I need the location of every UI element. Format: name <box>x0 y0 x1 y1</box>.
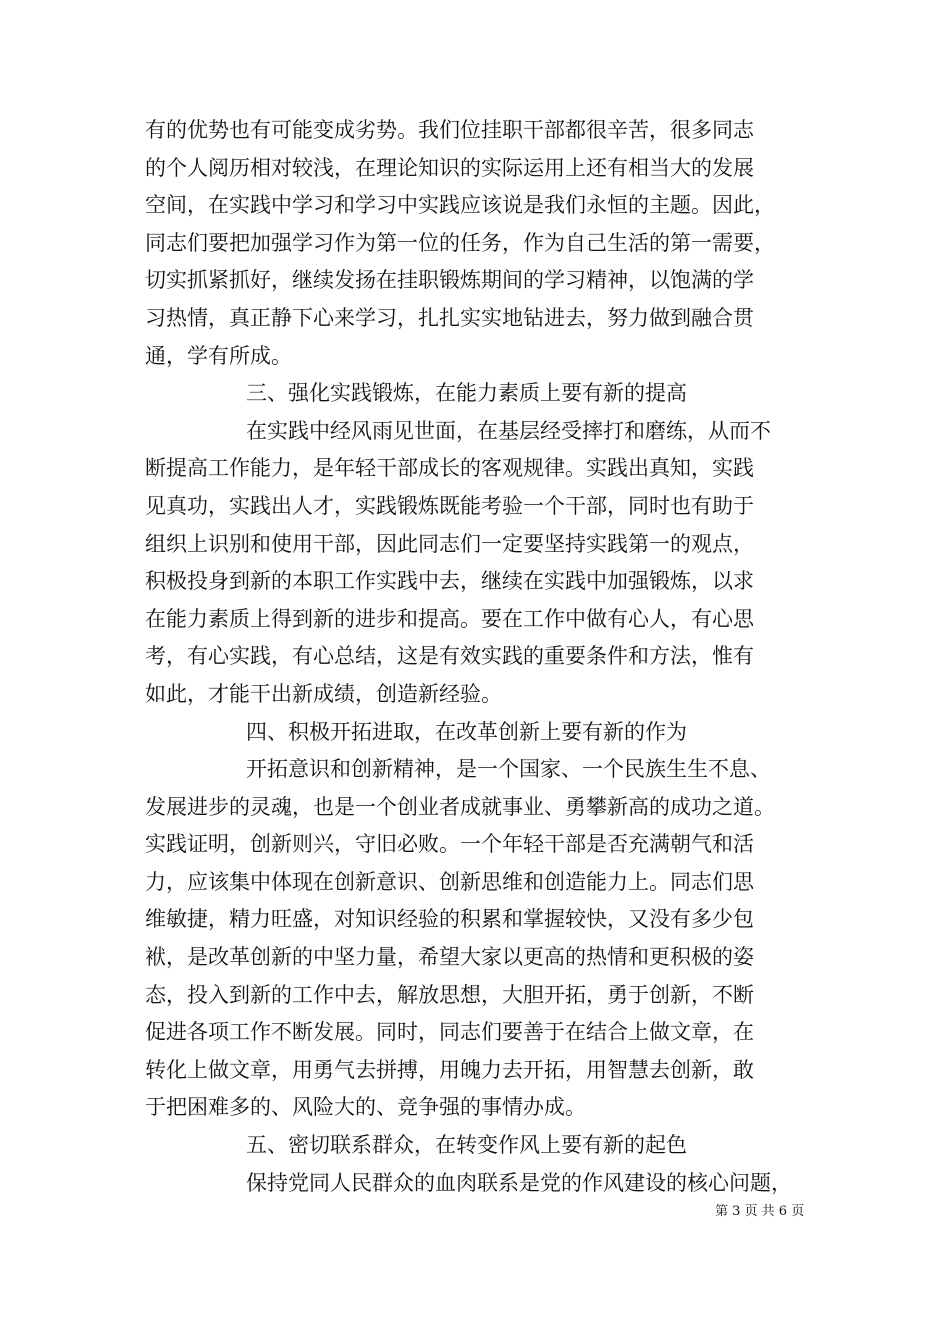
paragraph-first-line: 保持党同人民群众的血肉联系是党的作风建设的核心问题， <box>246 1170 792 1195</box>
text-line: 态，投入到新的工作中去，解放思想，大胆开拓，勇于创新，不断 <box>145 982 754 1007</box>
text-line: 于把困难多的、风险大的、竞争强的事情办成。 <box>145 1095 586 1120</box>
text-line: 切实抓紧抓好，继续发扬在挂职锻炼期间的学习精神，以饱满的学 <box>145 268 754 293</box>
text-line: 发展进步的灵魂，也是一个创业者成就事业、勇攀新高的成功之道。 <box>145 794 775 819</box>
paragraph-first-line: 在实践中经风雨见世面，在基层经受摔打和磨练，从而不 <box>246 418 771 443</box>
text-line: 促进各项工作不断发展。同时，同志们要善于在结合上做文章，在 <box>145 1020 754 1045</box>
text-line: 有的优势也有可能变成劣势。我们位挂职干部都很辛苦，很多同志 <box>145 118 754 142</box>
text-line: 组织上识别和使用干部，因此同志们一定要坚持实践第一的观点， <box>145 531 754 556</box>
text-line: 通，学有所成。 <box>145 343 292 368</box>
text-line: 习热情，真正静下心来学习，扎扎实实地钻进去，努力做到融合贯 <box>145 305 754 330</box>
text-line: 考，有心实践，有心总结，这是有效实践的重要条件和方法，惟有 <box>145 644 754 669</box>
page-number: 第 3 页 共 6 页 <box>715 1204 805 1219</box>
text-line: 力，应该集中体现在创新意识、创新思维和创造能力上。同志们思 <box>145 869 754 894</box>
text-line: 实践证明，创新则兴，守旧必败。一个年轻干部是否充满朝气和活 <box>145 832 754 857</box>
text-line: 见真功，实践出人才，实践锻炼既能考验一个干部，同时也有助于 <box>145 493 754 518</box>
body-text <box>145 112 810 1202</box>
section-heading: 五、密切联系群众，在转变作风上要有新的起色 <box>246 1133 687 1158</box>
section-heading: 三、强化实践锻炼，在能力素质上要有新的提高 <box>246 381 687 406</box>
text-line: 转化上做文章，用勇气去拼搏，用魄力去开拓，用智慧去创新，敢 <box>145 1057 754 1082</box>
text-line: 的个人阅历相对较浅，在理论知识的实际运用上还有相当大的发展 <box>145 155 754 180</box>
text-line: 在能力素质上得到新的进步和提高。要在工作中做有心人，有心思 <box>145 606 754 631</box>
text-line: 断提高工作能力，是年轻干部成长的客观规律。实践出真知，实践 <box>145 456 754 481</box>
text-line: 同志们要把加强学习作为第一位的任务，作为自己生活的第一需要， <box>145 230 775 255</box>
text-line: 维敏捷，精力旺盛，对知识经验的积累和掌握较快，又没有多少包 <box>145 907 754 932</box>
section-heading: 四、积极开拓进取，在改革创新上要有新的作为 <box>246 719 687 744</box>
paragraph-first-line: 开拓意识和创新精神，是一个国家、一个民族生生不息、 <box>246 757 771 782</box>
text-line: 袱，是改革创新的中坚力量，希望大家以更高的热情和更积极的姿 <box>145 945 754 970</box>
text-line: 积极投身到新的本职工作实践中去，继续在实践中加强锻炼，以求 <box>145 569 754 594</box>
text-line: 空间，在实践中学习和学习中实践应该说是我们永恒的主题。因此， <box>145 193 775 218</box>
text-line: 如此，才能干出新成绩，创造新经验。 <box>145 681 502 706</box>
